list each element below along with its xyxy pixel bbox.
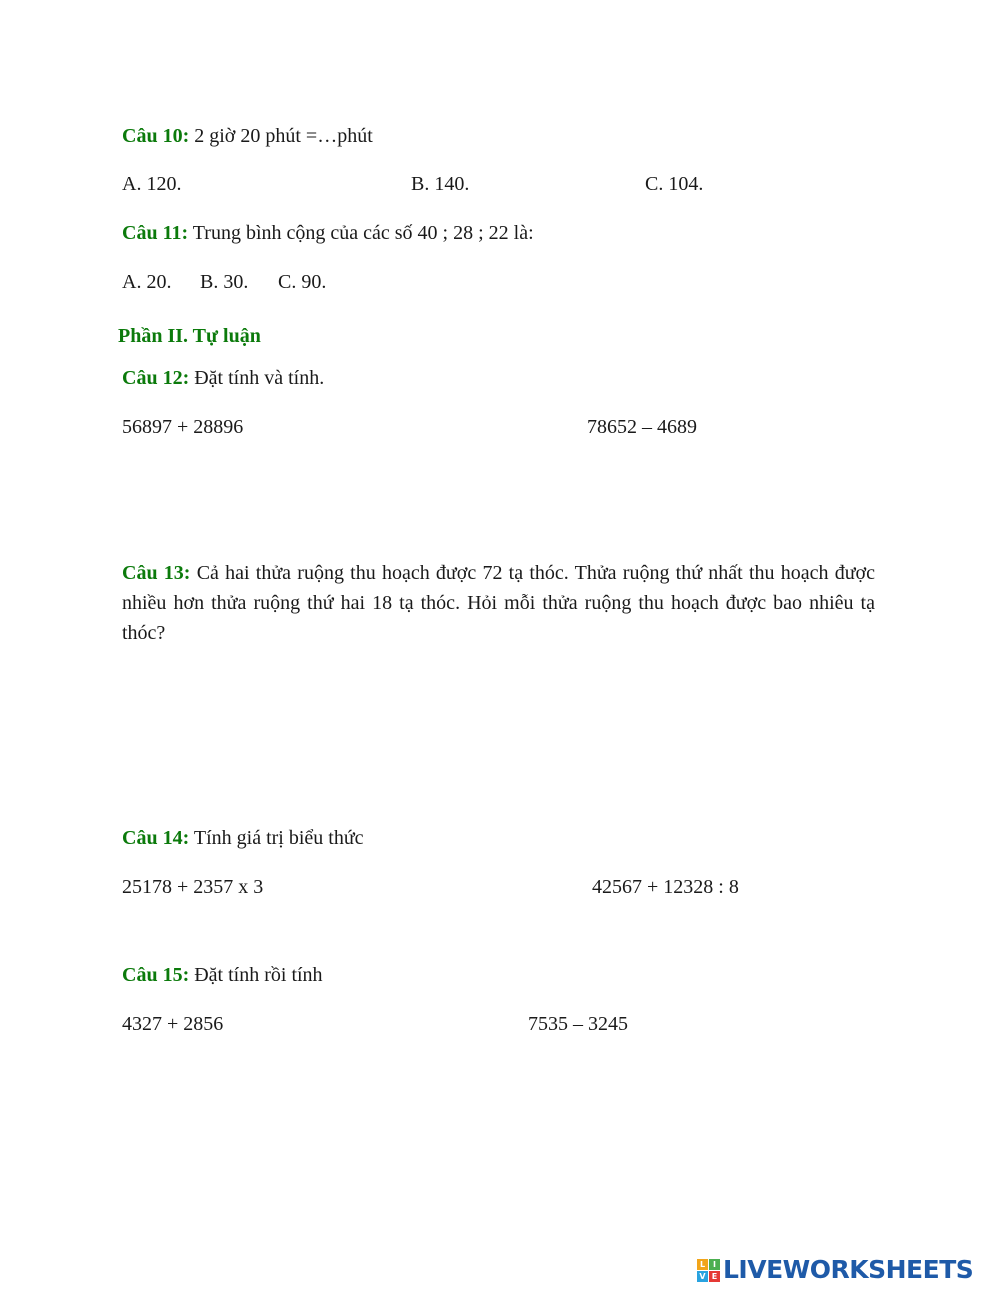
question-text: Đặt tính và tính. [194, 367, 325, 389]
question-label: Câu 11: [122, 222, 189, 244]
question-label: Câu 15: [122, 964, 190, 986]
liveworksheets-logo-icon [697, 1259, 720, 1282]
logo-mark-letter: V [697, 1271, 708, 1282]
logo-text: LIVEWORKSHEETS [723, 1255, 974, 1284]
math-expression: 56897 + 28896 [122, 416, 244, 438]
question-text: Tính giá trị biểu thức [193, 827, 364, 849]
math-expression: 7535 – 3245 [528, 1013, 628, 1035]
answer-option: C. 90. [278, 271, 327, 293]
logo-mark-letter: E [709, 1271, 720, 1282]
question-text: Trung bình cộng của các số 40 ; 28 ; 22 là: [192, 222, 534, 244]
answer-option: A. 120. [122, 173, 182, 195]
question-13 [122, 558, 875, 648]
logo-mark-letter: L [697, 1259, 708, 1270]
question-label: Câu 10: [122, 125, 190, 147]
math-expression: 78652 – 4689 [587, 416, 697, 438]
question-10 [122, 126, 373, 146]
math-expression: 4327 + 2856 [122, 1013, 224, 1035]
liveworksheets-logo[interactable] [697, 1256, 973, 1284]
math-expression: 25178 + 2357 x 3 [122, 876, 264, 898]
math-expression: 42567 + 12328 : 8 [592, 876, 739, 898]
answer-option: B. 140. [411, 173, 470, 195]
answer-option: C. 104. [645, 173, 704, 195]
question-label: Câu 13: [122, 562, 191, 584]
question-label: Câu 14: [122, 827, 190, 849]
question-label: Câu 12: [122, 367, 190, 389]
question-text: Đặt tính rồi tính [194, 964, 323, 986]
question-15 [122, 965, 323, 985]
logo-mark-letter: I [709, 1259, 720, 1270]
question-text: 2 giờ 20 phút =…phút [194, 125, 373, 147]
answer-option: B. 30. [200, 271, 249, 293]
answer-option: A. 20. [122, 271, 172, 293]
question-12 [122, 368, 324, 388]
question-11 [122, 223, 534, 243]
section-title: Phần II. Tự luận [118, 325, 261, 347]
question-text: Cả hai thửa ruộng thu hoạch được 72 tạ thóc. Thửa ruộng thứ nhất thu hoạch được nhiều hơn thửa ruộng thứ hai 18 tạ thóc. Hỏi mỗi thửa ruộng thu hoạch được bao nhiêu tạ thóc? [122, 562, 875, 644]
question-14 [122, 828, 364, 848]
